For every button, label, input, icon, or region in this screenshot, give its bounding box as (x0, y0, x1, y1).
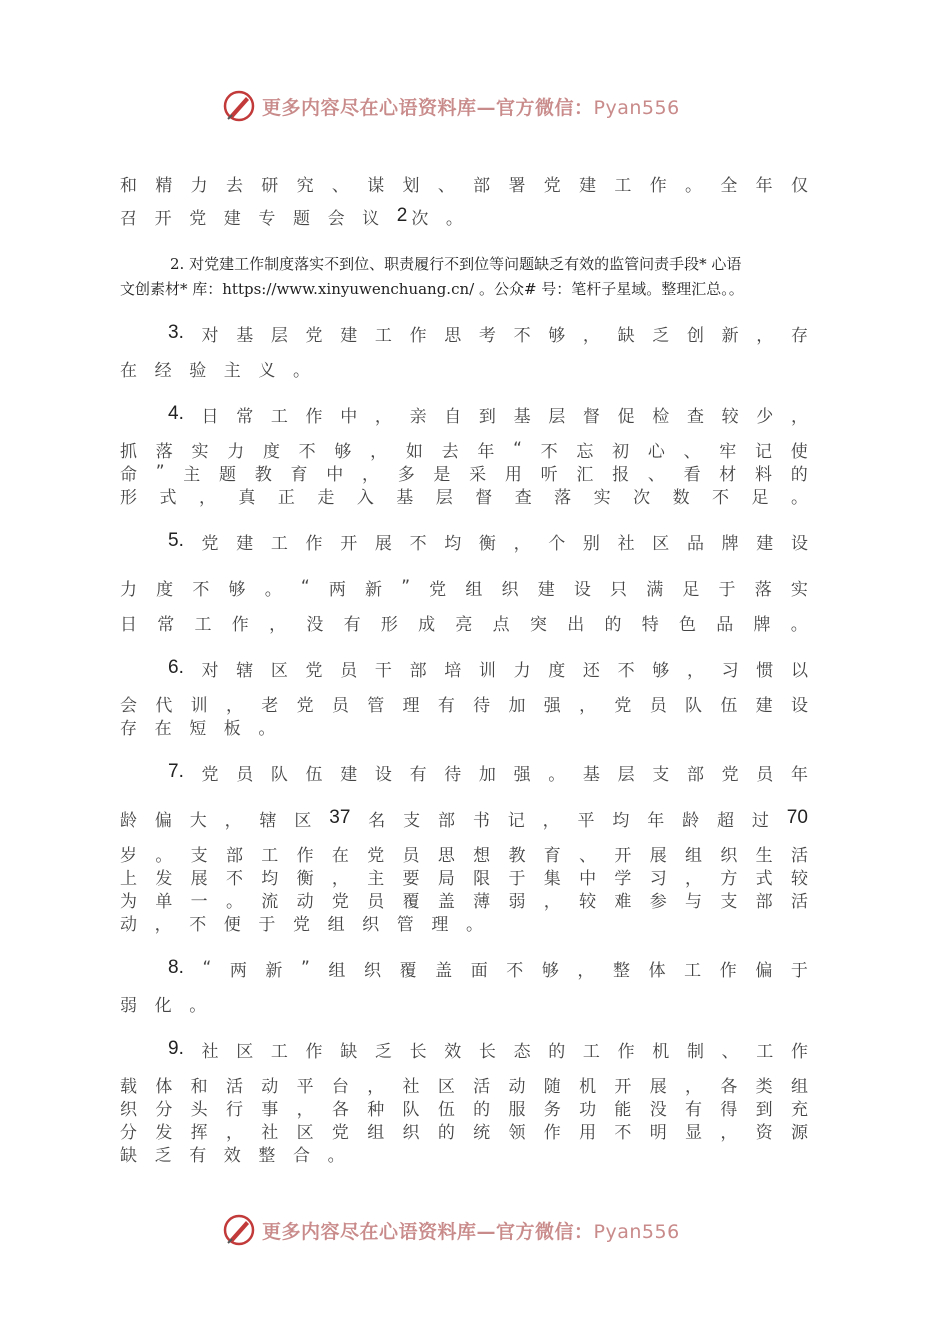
text-line: 织 分 头 行 事 ， 各 种 队 伍 的 服 务 功 能 没 有 得 到 充 (120, 1099, 808, 1120)
text-line: 和 精 力 去 研 究 、 谋 划 、 部 署 党 建 工 作 。 全 年 仅 (120, 175, 808, 196)
text-line: 3. 对 基 层 党 建 工 作 思 考 不 够 ， 缺 乏 创 新 ， 存 (168, 322, 808, 346)
text-line: 抓 落 实 力 度 不 够 ， 如 去 年 “ 不 忘 初 心 、 牢 记 使 (120, 439, 808, 462)
banner-text: 更多内容尽在心语资料库—官方微信：Pyan556 (262, 1220, 680, 1243)
text-line: 岁 。 支 部 工 作 在 党 员 思 想 教 育 、 开 展 组 织 生 活 (120, 845, 808, 866)
text-line: 龄 偏 大 ， 辖 区 37 名 支 部 书 记 ， 平 均 年 龄 超 过 70 (120, 807, 808, 831)
text-line: 召 开 党 建 专 题 会 议 2 次 。 (120, 205, 463, 229)
paragraph-2-line-2: 文创素材* 库：https://www.xinyuwenchuang.cn/ 。公众# 号：笔杆子星域。整理汇总。。 (120, 280, 744, 298)
paragraph-2 (120, 252, 832, 302)
text-line: 形 式 ， 真 正 走 入 基 层 督 查 落 实 次 数 不 足 。 (120, 487, 808, 508)
text-line: 上 发 展 不 均 衡 ， 主 要 局 限 于 集 中 学 习 ， 方 式 较 (120, 868, 808, 889)
text-line: 9. 社 区 工 作 缺 乏 长 效 长 态 的 工 作 机 制 、 工 作 (168, 1038, 808, 1062)
text-line: 在 经 验 主 义 。 (120, 360, 310, 381)
text-line: 日 常 工 作 ， 没 有 形 成 亮 点 突 出 的 特 色 品 牌 。 (120, 614, 808, 635)
text-line: 缺 乏 有 效 整 合 。 (120, 1145, 345, 1166)
text-line: 动 ， 不 便 于 党 组 织 管 理 。 (120, 914, 483, 935)
text-line: 力 度 不 够 。 “ 两 新 ” 党 组 织 建 设 只 满 足 于 落 实 (120, 577, 808, 600)
text-line: 4. 日 常 工 作 中 ， 亲 自 到 基 层 督 促 检 查 较 少 ， (168, 403, 808, 427)
text-line: 为 单 一 。 流 动 党 员 覆 盖 薄 弱 ， 较 难 参 与 支 部 活 (120, 891, 808, 912)
text-line: 命 ” 主 题 教 育 中 ， 多 是 采 用 听 汇 报 、 看 材 料 的 (120, 462, 808, 485)
pen-logo-icon (222, 89, 256, 123)
paragraph-2-line-1: 2. 对党建工作制度落实不到位、职责履行不到位等问题缺乏有效的监管问责手段* 心语 (170, 255, 742, 273)
text-line: 存 在 短 板 。 (120, 718, 276, 739)
text-line: 8. “ 两 新 ” 组 织 覆 盖 面 不 够 ， 整 体 工 作 偏 于 (168, 957, 808, 981)
text-line: 6. 对 辖 区 党 员 干 部 培 训 力 度 还 不 够 ， 习 惯 以 (168, 657, 808, 681)
footer-banner (222, 1210, 782, 1250)
banner-text: 更多内容尽在心语资料库—官方微信：Pyan556 (262, 96, 680, 119)
text-line: 载 体 和 活 动 平 台 ， 社 区 活 动 随 机 开 展 ， 各 类 组 (120, 1076, 808, 1097)
text-line: 会 代 训 ， 老 党 员 管 理 有 待 加 强 ， 党 员 队 伍 建 设 (120, 695, 808, 716)
pen-logo-icon (222, 1213, 256, 1247)
text-line: 分 发 挥 ， 社 区 党 组 织 的 统 领 作 用 不 明 显 ， 资 源 (120, 1122, 808, 1143)
header-banner (222, 86, 782, 126)
text-line: 5. 党 建 工 作 开 展 不 均 衡 ， 个 别 社 区 品 牌 建 设 (168, 530, 808, 554)
text-line: 弱 化 。 (120, 995, 207, 1016)
text-line: 7. 党 员 队 伍 建 设 有 待 加 强 。 基 层 支 部 党 员 年 (168, 761, 808, 785)
